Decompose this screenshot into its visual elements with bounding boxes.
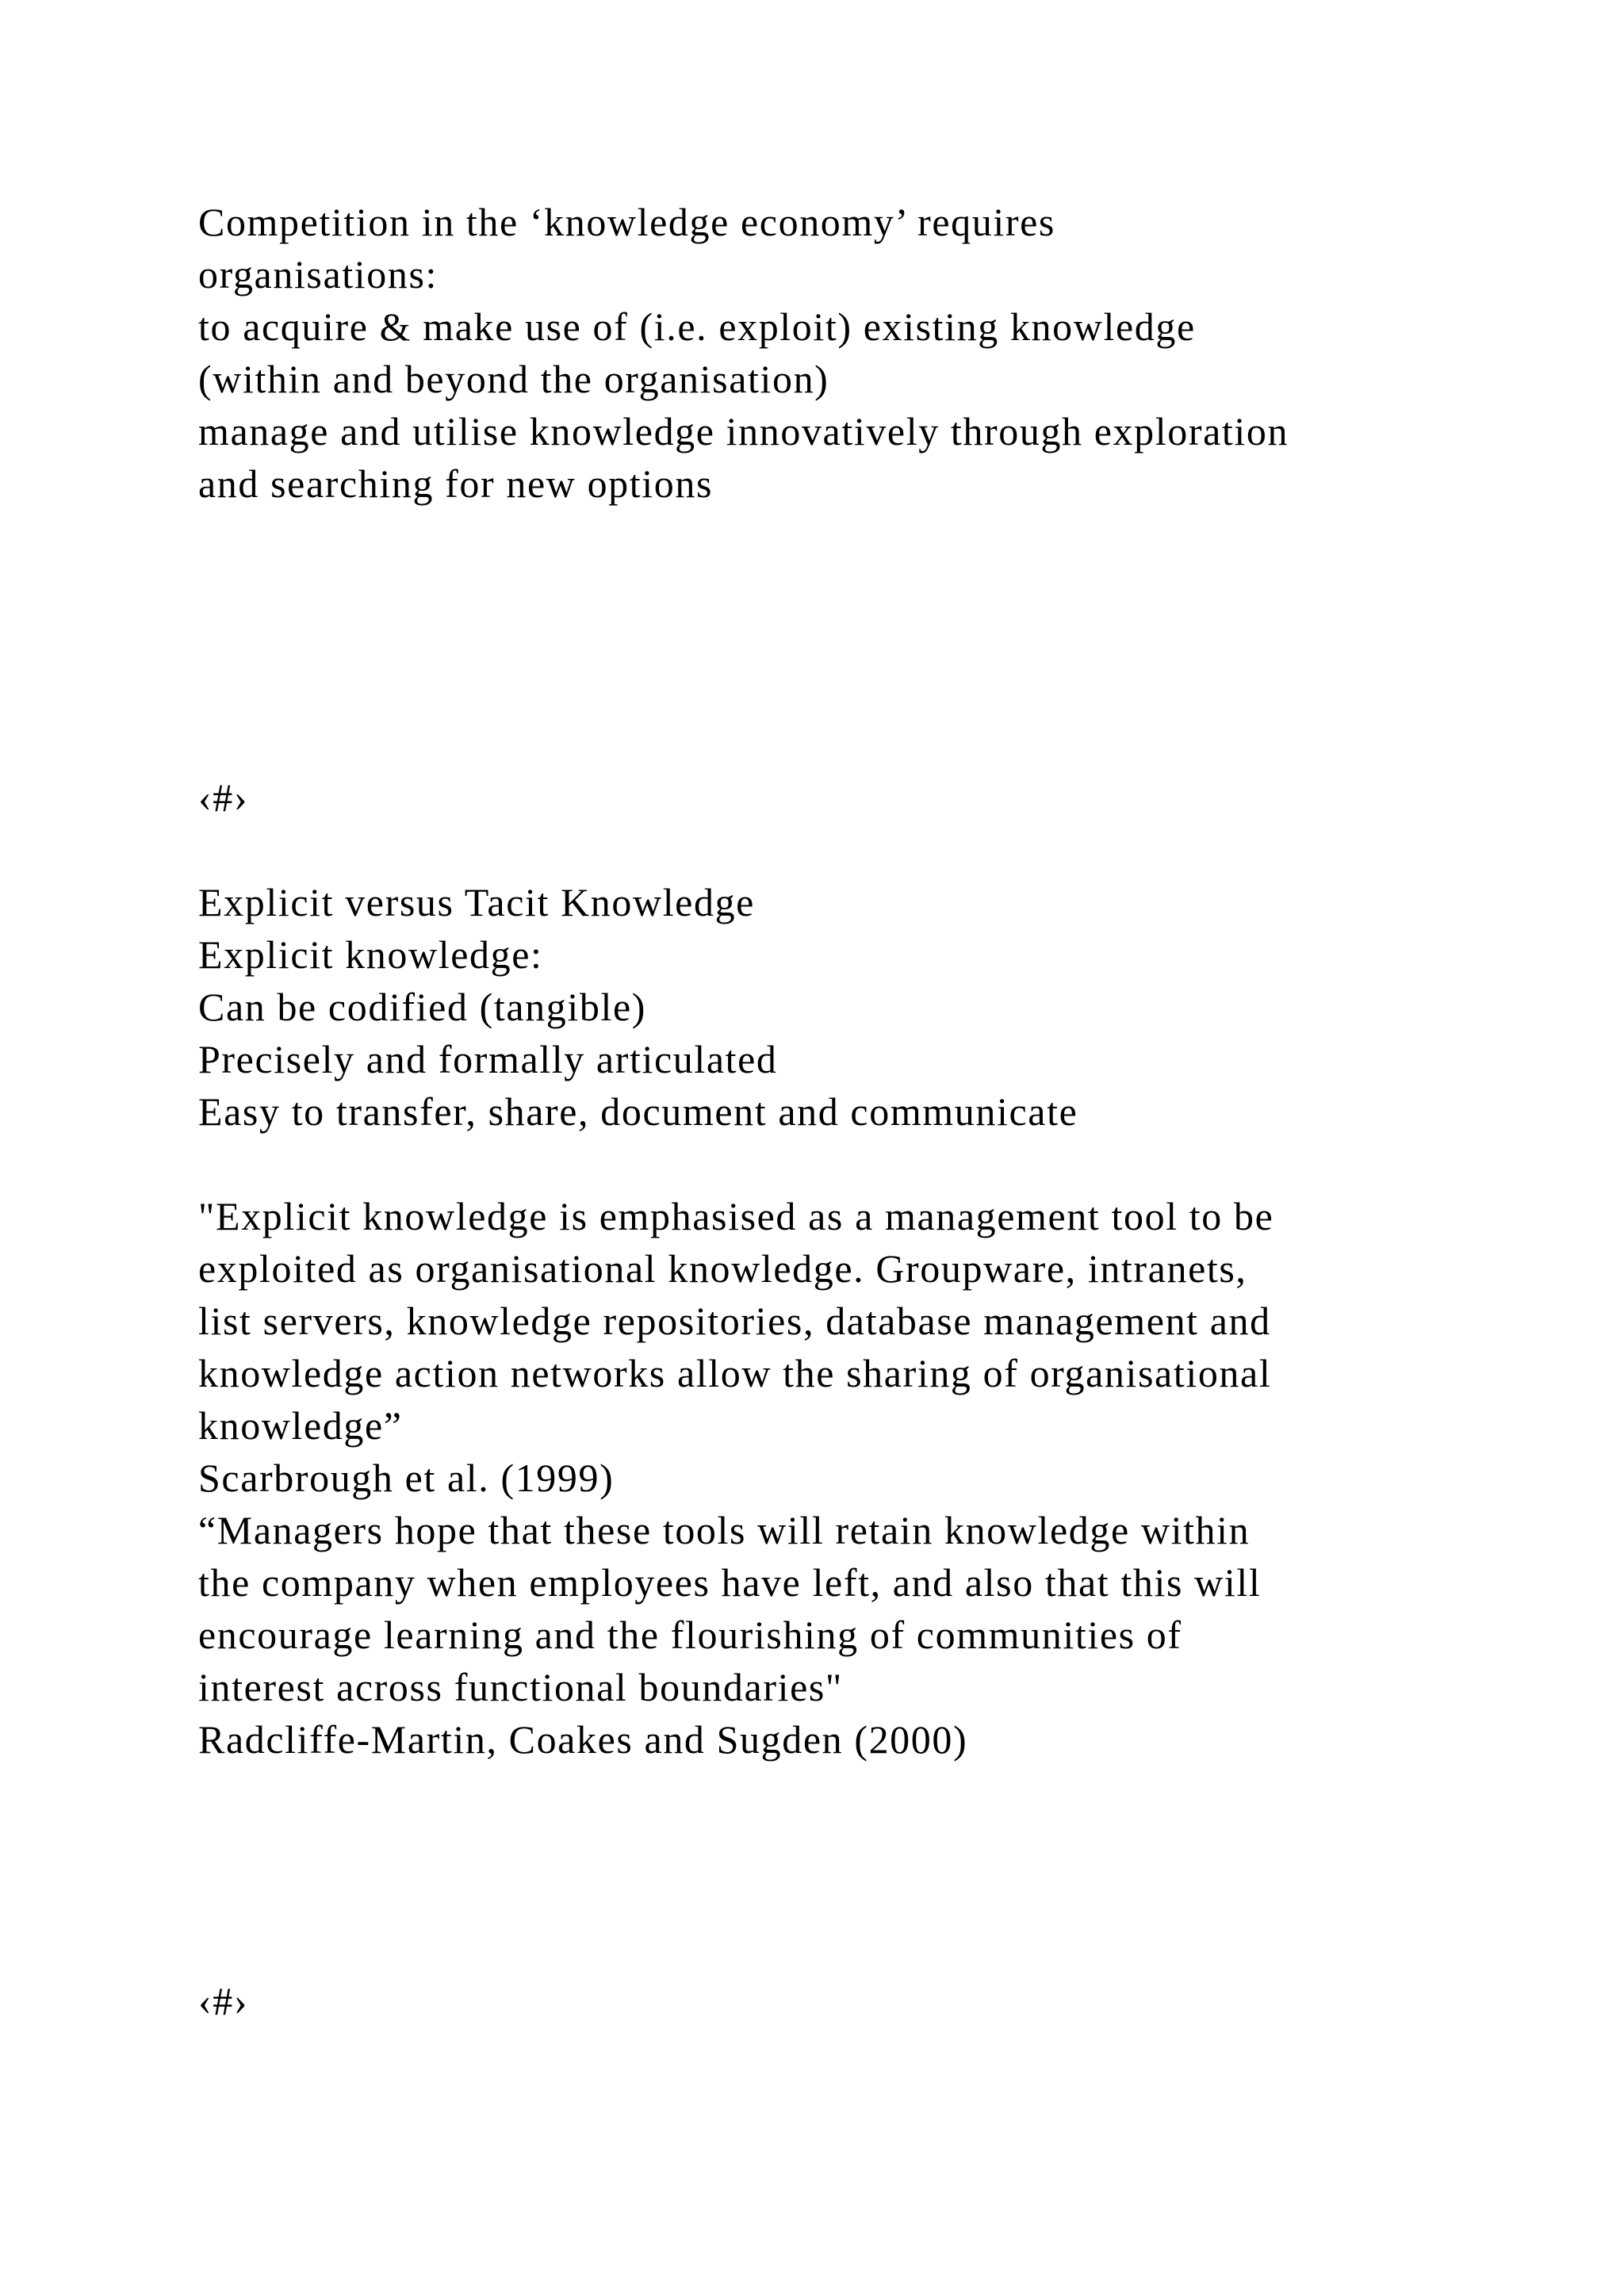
slide-number-marker: ‹#› <box>198 775 249 820</box>
quote-line: list servers, knowledge repositories, database management and <box>198 1299 1271 1343</box>
quote-line: exploited as organisational knowledge. Groupware, intranets, <box>198 1246 1247 1291</box>
quote-line: encourage learning and the flourishing of communities of <box>198 1613 1182 1657</box>
list-item: Precisely and formally articulated <box>198 1037 778 1081</box>
text-line: organisations: <box>198 252 439 297</box>
quote-line: "Explicit knowledge is emphasised as a management tool to be <box>198 1194 1274 1238</box>
text-line: manage and utilise knowledge innovatively through exploration <box>198 409 1289 453</box>
list-item: Can be codified (tangible) <box>198 985 647 1029</box>
citation: Radcliffe-Martin, Coakes and Sugden (2000) <box>198 1717 968 1762</box>
citation: Scarbrough et al. (1999) <box>198 1456 615 1500</box>
text-line: Competition in the ‘knowledge economy’ requires <box>198 200 1055 244</box>
slide-number-marker: ‹#› <box>198 1979 249 2023</box>
quote-line: “Managers hope that these tools will retain knowledge within <box>198 1508 1251 1552</box>
list-item: Easy to transfer, share, document and communicate <box>198 1089 1078 1134</box>
text-line: (within and beyond the organisation) <box>198 357 829 401</box>
text-line: to acquire & make use of (i.e. exploit) existing knowledge <box>198 304 1196 349</box>
quote-line: knowledge” <box>198 1403 403 1448</box>
quote-line: interest across functional boundaries" <box>198 1665 843 1709</box>
quote-line: knowledge action networks allow the sharing of organisational <box>198 1351 1272 1395</box>
text-line: and searching for new options <box>198 461 714 506</box>
section-heading: Explicit versus Tacit Knowledge <box>198 880 755 924</box>
quote-line: the company when employees have left, and also that this will <box>198 1560 1262 1605</box>
section-subheading: Explicit knowledge: <box>198 932 543 977</box>
